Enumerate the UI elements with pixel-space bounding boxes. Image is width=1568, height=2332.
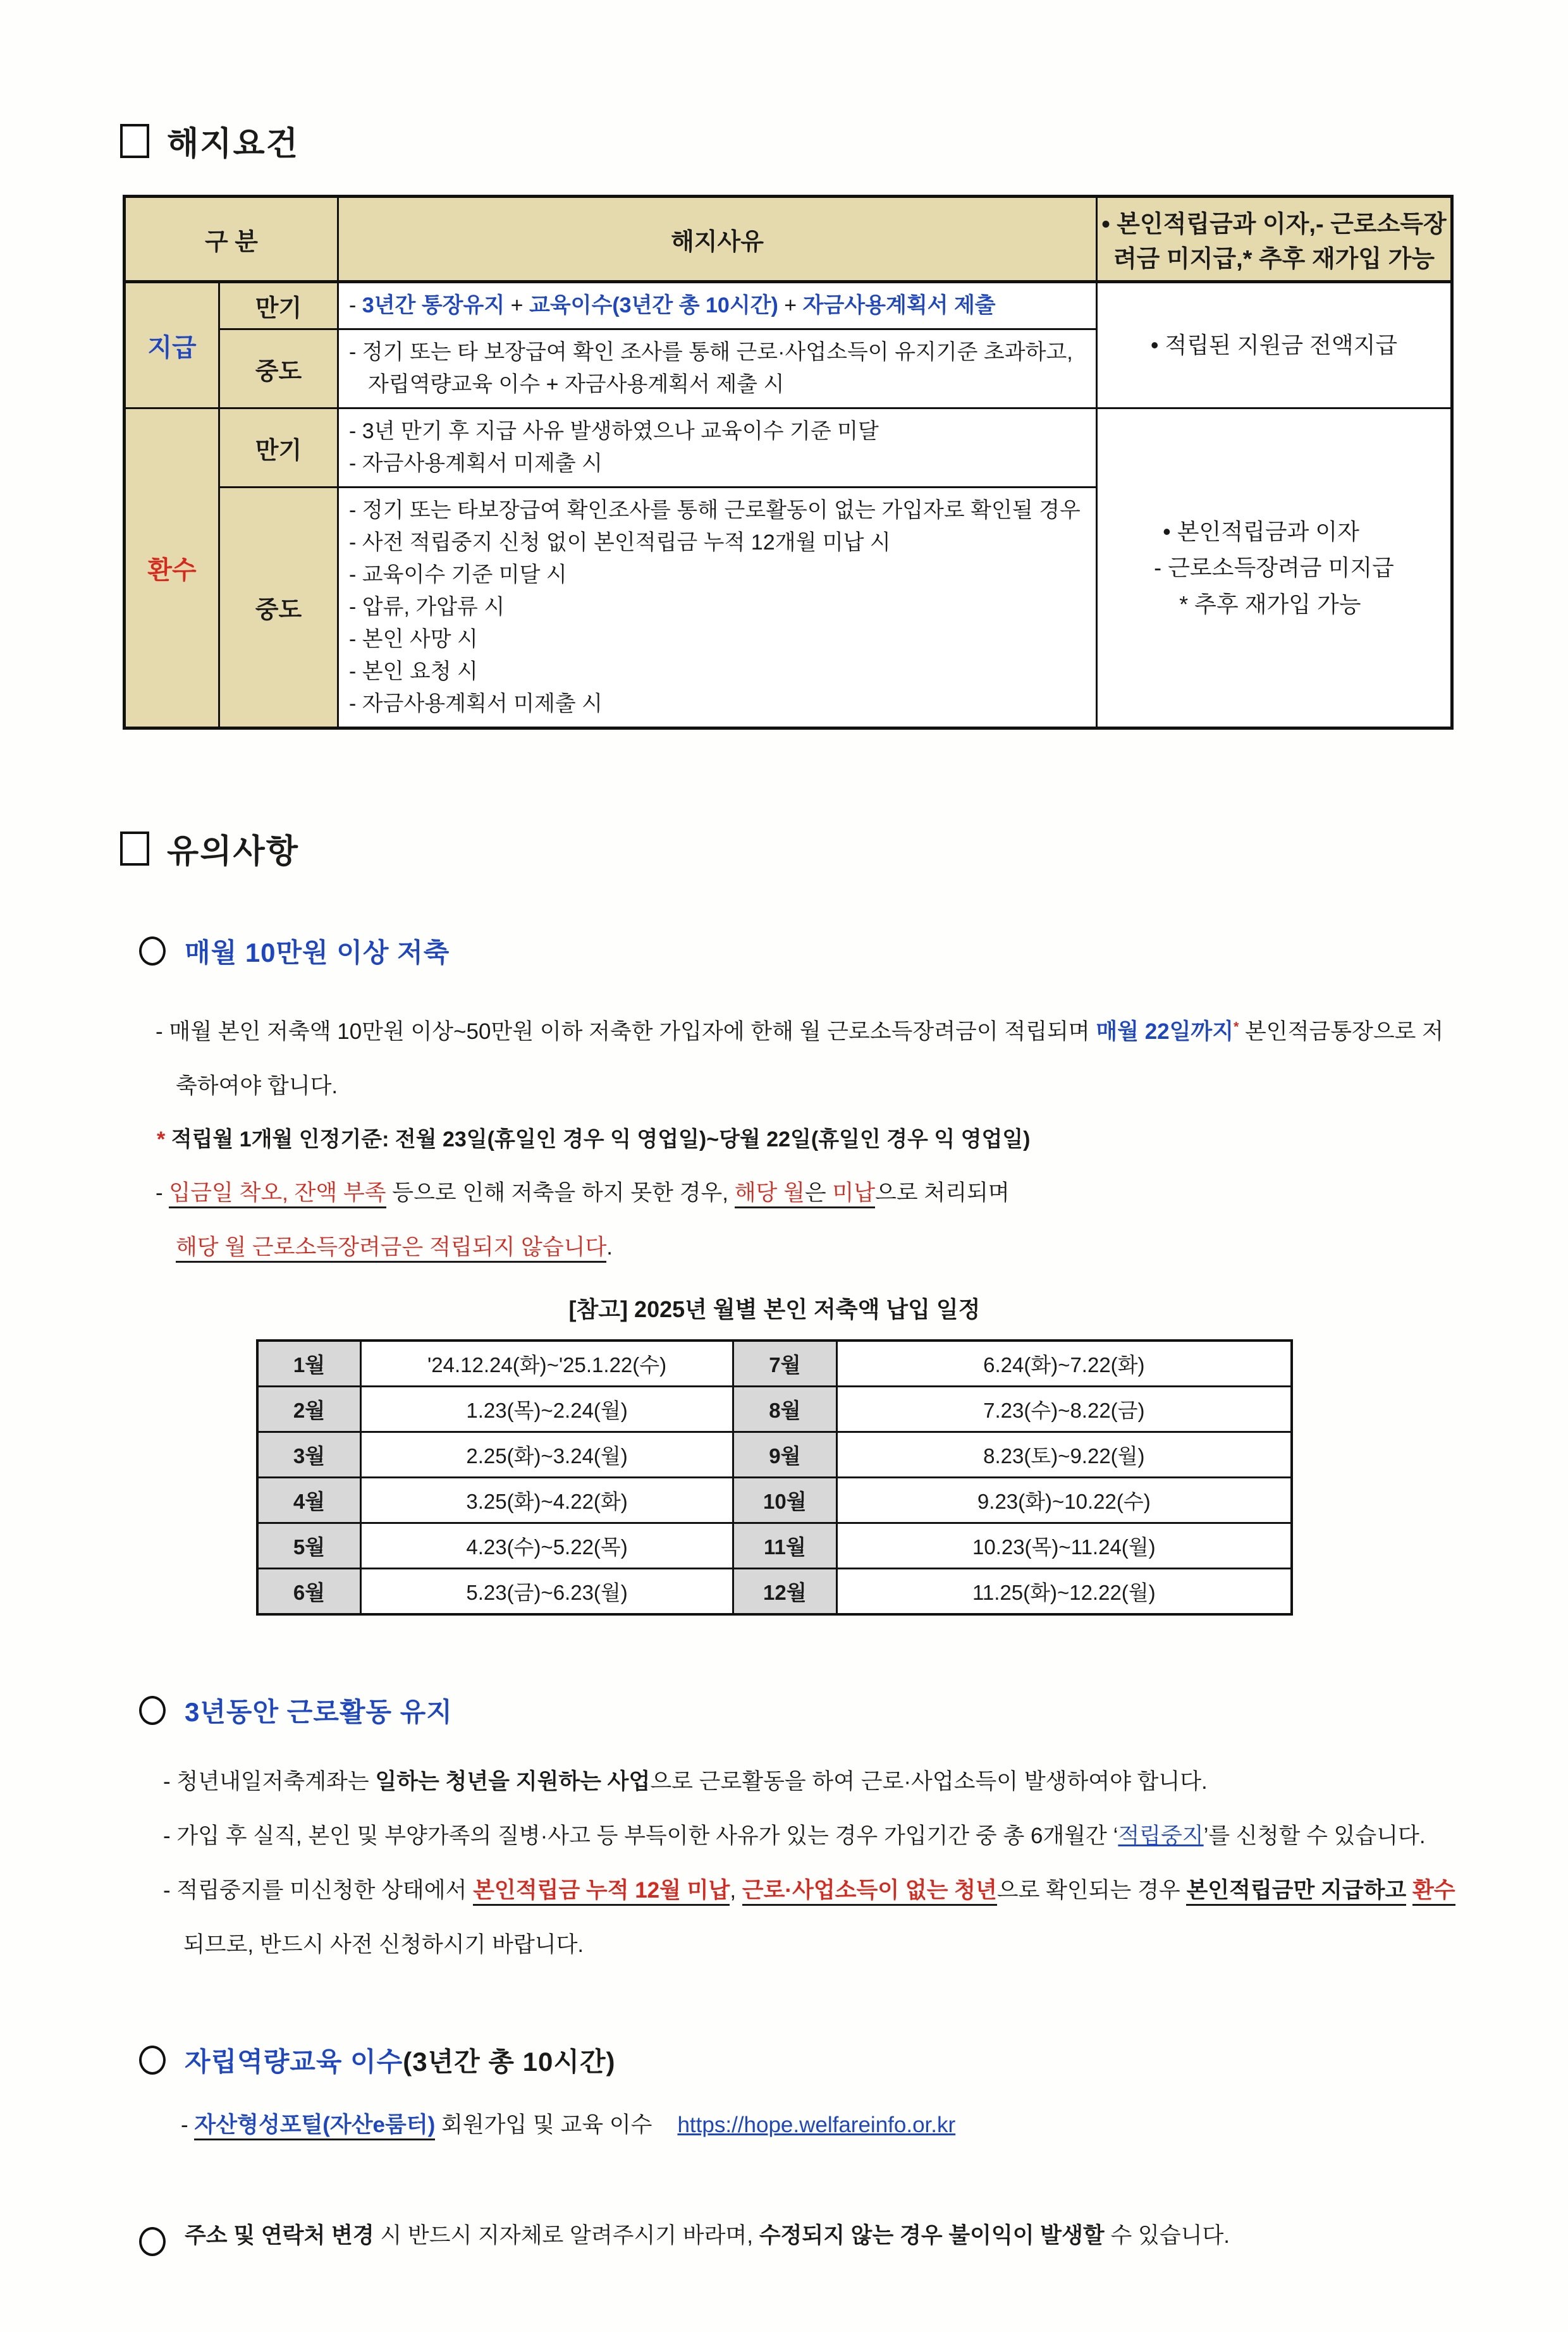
asterisk-icon: * [1234,1019,1239,1034]
text-seg: 회원가입 및 교육 이수 [435,2113,652,2138]
work-paragraphs [120,1755,1461,1972]
footnote-text: 적립월 1개월 인정기준: 전월 23일(휴일인 경우 익 영업일)~당월 22일(휴일인 경우 익 영업일) [171,1127,1031,1151]
reason-line: - 자금사용계획서 미제출 시 [349,692,603,716]
sub-label-jungdo: 중도 [219,488,338,728]
warning-red-underline: 환수 [1412,1878,1455,1906]
paragraph-address [139,2216,1461,2256]
subsection-work [139,1691,1461,1729]
termination-table [123,195,1454,730]
square-bullet-icon [120,124,149,158]
circle-bullet-icon [139,2046,166,2075]
text-seg: 되므로, 반드시 사전 신청하시기 바랍니다. [183,1932,584,1957]
dash: - [181,2113,195,2138]
month-cell: 8월 [733,1387,837,1432]
schedule-row [257,1432,1292,1478]
schedule-table [256,1339,1293,1616]
paragraph-saving-rule [138,1005,1461,1114]
underline-group [176,1235,606,1263]
text-seg: 은 [804,1180,833,1205]
reason-line: - 3년 만기 후 지급 사유 발생하였으나 교육이수 기준 미달 [349,419,879,443]
row-label-jigeup: 지급 [125,282,219,408]
footnote-accrual-standard [157,1114,1461,1166]
amount-lines [1154,513,1394,623]
subsection-heading: 3년동안 근로활동 유지 [185,1697,453,1728]
text-seg: 등으로 인해 저축을 하지 못한 경우, [386,1180,735,1205]
range-cell: 2.25(화)~3.24(월) [361,1432,733,1478]
schedule-row [257,1341,1292,1387]
month-cell: 2월 [257,1387,361,1432]
range-cell: 8.23(토)~9.22(월) [836,1432,1292,1478]
text-seg: - 적립중지를 미신청한 상태에서 [163,1877,474,1903]
text-seg: - 가입 후 실직, 본인 및 부양가족의 질병·사고 등 부득이한 사유가 있는 경우 가입기간 중 총 6개월간 ‘ [163,1824,1118,1849]
warning-red: 해당 월 근로소득장려금은 적립되지 않습니다 [176,1234,607,1260]
paragraph-work-2 [145,1809,1461,1863]
bold-seg: 주소 및 연락처 변경 [185,2223,374,2249]
month-cell: 7월 [733,1341,837,1387]
month-cell: 3월 [257,1432,361,1478]
reason-seg: 자금사용계획서 제출 [802,293,996,317]
paragraph-work-1 [145,1755,1461,1809]
text-seg: - 매월 본인 저축액 10만원 이상~50만원 이하 저축한 가입자에 한해 월 근로소득장려금이 적립되며 [156,1019,1096,1044]
deadline-highlight: 매월 22일까지 [1096,1019,1234,1044]
paragraph-missed-payment [138,1166,1461,1275]
range-cell: 1.23(목)~2.24(월) [361,1387,733,1432]
address-text [185,2216,1230,2255]
month-cell: 9월 [733,1432,837,1478]
header-gubun: 구 분 [125,197,338,282]
text-seg: 시 반드시 지자체로 알려주시기 바라며, [374,2223,759,2249]
reason-cell [338,408,1097,488]
section-title-notice [120,825,1461,872]
reason-line [349,290,1086,322]
square-bullet-icon [120,832,149,866]
text-seg [1406,1878,1412,1903]
section-title-termination [120,117,1461,164]
schedule-row [257,1478,1292,1523]
month-cell: 12월 [733,1569,837,1615]
month-cell: 5월 [257,1523,361,1569]
text-seg: 으로 근로활동을 하여 근로·사업소득이 발생하여야 합니다. [650,1769,1208,1795]
schedule-row [257,1569,1292,1615]
row-label-hwansu: 환수 [125,408,219,728]
subsection-heading-black: (3년간 총 10시간) [403,2047,616,2077]
warning-red: 미납 [832,1180,876,1205]
subsection-heading-blue: 자립역량교육 이수 [185,2047,403,2077]
circle-bullet-icon [139,1696,166,1725]
table-row [125,408,1452,488]
range-cell: '24.12.24(화)~'25.1.22(수) [361,1341,733,1387]
reason-cell [338,282,1097,329]
sub-label-mangi: 만기 [219,408,338,488]
amount-cell-jigeup: • 적립된 지원금 전액지급 [1097,282,1452,408]
warning-red-underline: 본인적립금 누적 12월 미납 [473,1878,730,1906]
text-seg: 수 있습니다. [1104,2223,1230,2249]
schedule-caption: [참고] 2025년 월별 본인 저축액 납입 일정 [568,1296,981,1323]
reason-line: - 정기 또는 타 보장급여 확인 조사를 통해 근로·사업소득이 유지기준 초과하고, 자립역량교육 이수 + 자금사용계획서 제출 시 [349,340,1073,396]
range-cell: 7.23(수)~8.22(금) [836,1387,1292,1432]
warning-red-underline: 입금일 착오, 잔액 부족 [169,1181,386,1208]
section-title-text: 유의사항 [167,833,299,870]
month-cell: 4월 [257,1478,361,1523]
header-amount: • 본인적립금과 이자,- 근로소득장려금 미지급,* 추후 재가입 가능 [1097,197,1452,282]
subsection-education [139,2041,1461,2079]
schedule-row [257,1523,1292,1569]
section-title-text: 해지요건 [167,126,299,163]
schedule-row [257,1387,1292,1432]
underline-group [735,1181,875,1208]
plus: + [505,293,529,317]
reason-line: - 정기 또는 타보장급여 확인조사를 통해 근로활동이 없는 가입자로 확인될 경우 [349,498,1081,522]
pause-link-text: 적립중지 [1118,1824,1204,1849]
warning-red-underline: 근로·사업소득이 없는 청년 [742,1878,997,1906]
circle-bullet-icon [139,2227,166,2256]
month-cell: 10월 [733,1478,837,1523]
table-header-row [125,197,1452,282]
reason-seg: 교육이수(3년간 총 10시간) [529,293,778,317]
range-cell: 10.23(목)~11.24(월) [836,1523,1292,1569]
dash: - [349,293,362,317]
reason-cell [338,488,1097,728]
range-cell: 9.23(화)~10.22(수) [836,1478,1292,1523]
month-cell: 1월 [257,1341,361,1387]
paragraph-education [163,2098,1461,2152]
header-reason: 해지사유 [338,197,1097,282]
amount-line: • 본인적립금과 이자 [1163,518,1359,544]
reason-line: - 사전 적립중지 신청 없이 본인적립금 누적 12개월 미납 시 [349,531,891,555]
reason-line: - 자금사용계획서 미제출 시 [349,451,603,476]
amount-cell-hwansu [1097,408,1452,728]
sub-label-jungdo: 중도 [219,329,338,408]
asterisk-icon: * [157,1127,171,1151]
reason-line: - 교육이수 기준 미달 시 [349,563,567,587]
month-cell: 6월 [257,1569,361,1615]
reason-line: - 본인 요청 시 [349,660,478,684]
range-cell: 4.23(수)~5.22(목) [361,1523,733,1569]
bold-seg: 수정되지 않는 경우 불이익이 발생할 [759,2223,1105,2249]
text-seg: - 청년내일저축계좌는 [163,1769,376,1795]
reason-line: - 압류, 가압류 시 [349,595,505,619]
range-cell: 6.24(화)~7.22(화) [836,1341,1292,1387]
reason-cell [338,329,1097,408]
paragraph-work-3 [145,1863,1461,1972]
text-seg: ’를 신청할 수 있습니다. [1203,1824,1426,1849]
text-seg: . [606,1234,613,1260]
range-cell: 11.25(화)~12.22(월) [836,1569,1292,1615]
amount-line: - 근로소득장려금 미지급 [1154,555,1394,581]
portal-name: 자산형성포털(자산e룸터) [194,2113,435,2140]
amount-line: * 추후 재가입 가능 [1179,591,1361,617]
bold-seg: 일하는 청년을 지원하는 사업 [375,1769,651,1795]
plus: + [778,293,803,317]
text-seg: 본인적금통장으로 저축하여야 합니다. [176,1019,1443,1098]
portal-link[interactable]: https://hope.welfareinfo.or.kr [677,2113,956,2138]
bold-underline-seg: 본인적립금만 지급하고 [1186,1878,1406,1906]
table-row [125,282,1452,329]
reason-seg: 3년간 통장유지 [362,293,505,317]
text-seg: 으로 처리되며 [875,1180,1010,1205]
range-cell: 5.23(금)~6.23(월) [361,1569,733,1615]
subsection-heading: 매월 10만원 이상 저축 [185,938,450,967]
text-seg: , [730,1877,742,1903]
text-seg: 으로 확인되는 경우 [996,1877,1187,1903]
circle-bullet-icon [139,936,166,966]
warning-red: 해당 월 [734,1180,805,1205]
month-cell: 11월 [733,1523,837,1569]
reason-line: - 본인 사망 시 [349,627,478,651]
range-cell: 3.25(화)~4.22(화) [361,1478,733,1523]
sub-label-mangi: 만기 [219,282,338,329]
subsection-saving [139,932,1461,970]
dash: - [156,1180,169,1205]
